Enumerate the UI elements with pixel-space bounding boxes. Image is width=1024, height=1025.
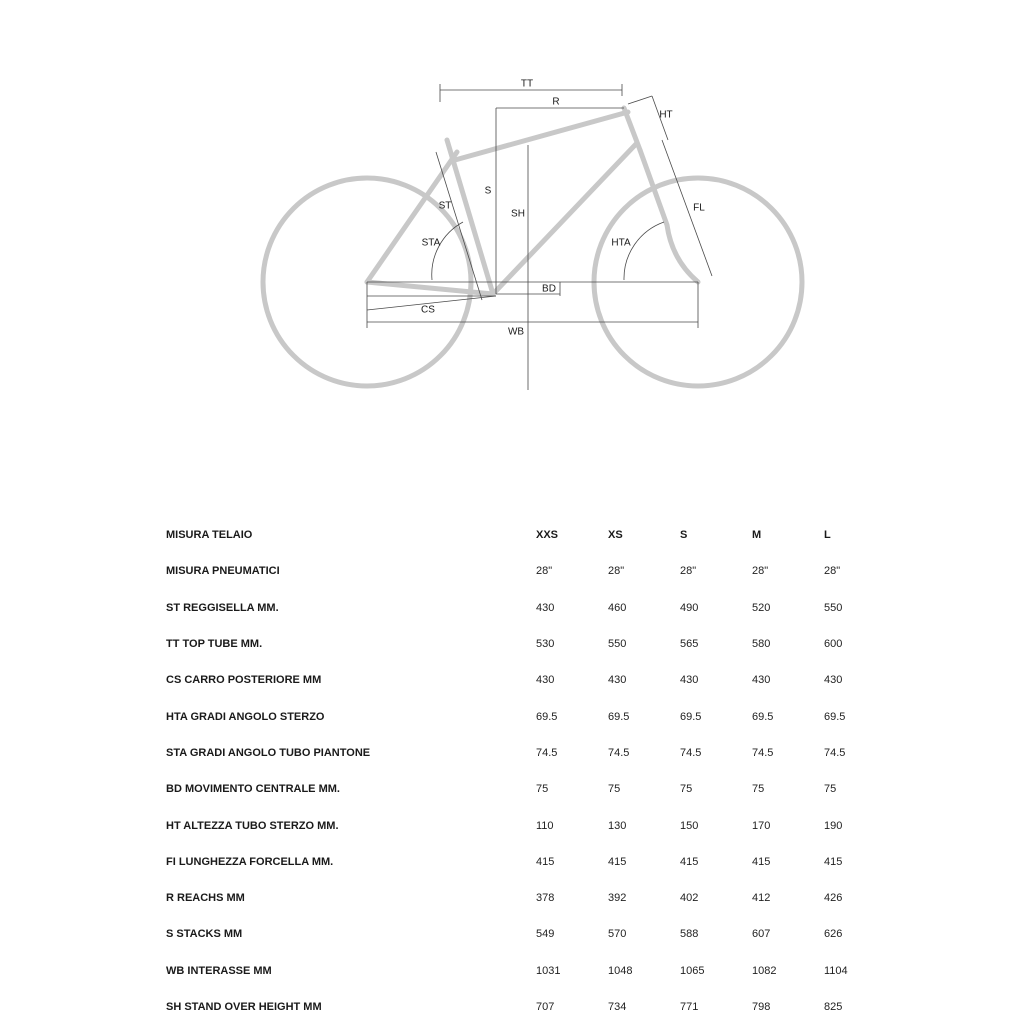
- table-cell: 707: [536, 1001, 555, 1013]
- label-ht: HT: [659, 109, 673, 121]
- seatstay: [367, 152, 457, 282]
- size-header: XS: [608, 529, 623, 542]
- geometry-table: [0, 517, 884, 1025]
- table-cell: 75: [680, 783, 693, 796]
- table-cell: 69.5: [680, 710, 702, 723]
- table-cell: 28": [536, 565, 553, 578]
- table-cell: 1082: [752, 964, 777, 977]
- table-cell: 69.5: [752, 710, 774, 723]
- table-cell: 580: [752, 638, 771, 651]
- table-cell: 520: [752, 601, 771, 614]
- row-label: HT ALTEZZA TUBO STERZO MM.: [166, 819, 339, 832]
- table-cell: 75: [752, 783, 765, 796]
- label-tt: TT: [520, 78, 534, 90]
- table-cell: 28": [824, 565, 841, 578]
- table-row: [0, 807, 884, 843]
- table-header-row: [0, 517, 884, 553]
- table-cell: 570: [608, 928, 627, 941]
- table-cell: 1048: [608, 964, 633, 977]
- table-cell: 1104: [824, 964, 848, 977]
- row-label: SH STAND OVER HEIGHT MM: [166, 1001, 322, 1013]
- table-cell: 415: [608, 855, 627, 868]
- table-row: [0, 698, 884, 734]
- table-cell: 550: [824, 601, 843, 614]
- table-row: [0, 989, 884, 1025]
- top-tube: [455, 112, 628, 160]
- table-row: [0, 590, 884, 626]
- table-cell: 460: [608, 601, 627, 614]
- table-row: [0, 735, 884, 771]
- size-header: XXS: [536, 529, 559, 542]
- label-st: ST: [438, 200, 452, 212]
- row-label: STA GRADI ANGOLO TUBO PIANTONE: [166, 746, 371, 759]
- size-header: L: [824, 529, 831, 542]
- label-cs: CS: [421, 304, 435, 316]
- row-label: S STACKS MM: [166, 928, 243, 941]
- table-cell: 430: [608, 674, 627, 687]
- size-header: M: [752, 529, 762, 542]
- table-cell: 430: [680, 674, 699, 687]
- table-cell: 734: [608, 1001, 627, 1013]
- table-cell: 626: [824, 928, 843, 941]
- label-hta: HTA: [611, 237, 631, 249]
- table-cell: 130: [608, 819, 627, 832]
- bike-geometry-diagram: [0, 0, 1024, 440]
- table-cell: 28": [608, 565, 625, 578]
- table-cell: 74.5: [608, 746, 630, 759]
- table-cell: 74.5: [824, 746, 846, 759]
- header-label: MISURA TELAIO: [166, 529, 253, 542]
- row-label: FI LUNGHEZZA FORCELLA MM.: [166, 855, 334, 868]
- table-cell: 75: [824, 783, 837, 796]
- table-cell: 69.5: [824, 710, 846, 723]
- table-cell: 415: [680, 855, 699, 868]
- table-row: [0, 553, 884, 589]
- table-cell: 415: [536, 855, 555, 868]
- label-fl: FL: [693, 202, 705, 214]
- table-cell: 28": [680, 565, 697, 578]
- table-cell: 110: [536, 819, 554, 832]
- table-cell: 771: [680, 1001, 699, 1013]
- table-cell: 430: [824, 674, 843, 687]
- table-cell: 600: [824, 638, 843, 651]
- table-cell: 1031: [536, 964, 561, 977]
- label-r: R: [552, 96, 560, 108]
- table-cell: 75: [536, 783, 549, 796]
- table-cell: 607: [752, 928, 771, 941]
- table-cell: 150: [680, 819, 699, 832]
- table-cell: 565: [680, 638, 699, 651]
- head-tube: [624, 108, 640, 150]
- bike-frame: [263, 108, 802, 386]
- row-label: BD MOVIMENTO CENTRALE MM.: [166, 783, 340, 796]
- table-cell: 412: [752, 892, 771, 905]
- row-label: HTA GRADI ANGOLO STERZO: [166, 710, 325, 723]
- label-bd: BD: [542, 283, 556, 295]
- table-row: [0, 844, 884, 880]
- table-cell: 170: [752, 819, 771, 832]
- table-cell: 378: [536, 892, 555, 905]
- row-label: TT TOP TUBE MM.: [166, 638, 263, 651]
- hta-arc: [624, 222, 664, 280]
- table-cell: 415: [752, 855, 771, 868]
- table-cell: 426: [824, 892, 843, 905]
- table-body: [0, 553, 884, 1025]
- chainstay: [367, 282, 493, 294]
- table-cell: 825: [824, 1001, 843, 1013]
- row-label: ST REGGISELLA MM.: [166, 601, 279, 614]
- table-cell: 69.5: [608, 710, 630, 723]
- table-row: [0, 880, 884, 916]
- table-cell: 550: [608, 638, 627, 651]
- ht-line: [628, 96, 652, 104]
- table-row: [0, 662, 884, 698]
- table-row: [0, 771, 884, 807]
- table-cell: 74.5: [752, 746, 774, 759]
- fork: [640, 150, 698, 282]
- table-cell: 588: [680, 928, 699, 941]
- table-cell: 549: [536, 928, 555, 941]
- table-cell: 430: [752, 674, 771, 687]
- label-sh: SH: [511, 208, 525, 220]
- table-row: [0, 916, 884, 952]
- table-cell: 392: [608, 892, 627, 905]
- table-cell: 490: [680, 601, 699, 614]
- size-header: S: [680, 529, 688, 542]
- table-cell: 798: [752, 1001, 771, 1013]
- table-cell: 190: [824, 819, 843, 832]
- label-s: S: [484, 185, 492, 197]
- table-cell: 430: [536, 601, 555, 614]
- table-cell: 402: [680, 892, 699, 905]
- table-cell: 1065: [680, 964, 705, 977]
- table-cell: 69.5: [536, 710, 558, 723]
- table-row: [0, 626, 884, 662]
- table-cell: 74.5: [536, 746, 558, 759]
- dimension-lines: [367, 84, 712, 390]
- row-label: WB INTERASSE MM: [166, 964, 272, 977]
- label-sta: STA: [421, 237, 441, 249]
- row-label: CS CARRO POSTERIORE MM: [166, 674, 322, 687]
- table-cell: 74.5: [680, 746, 702, 759]
- table-cell: 430: [536, 674, 555, 687]
- label-wb: WB: [507, 326, 525, 338]
- row-label: R REACHS MM: [166, 892, 245, 905]
- table-cell: 415: [824, 855, 843, 868]
- row-label: MISURA PNEUMATICI: [166, 565, 280, 578]
- table-cell: 530: [536, 638, 555, 651]
- table-cell: 75: [608, 783, 621, 796]
- table-row: [0, 953, 884, 989]
- table-cell: 28": [752, 565, 769, 578]
